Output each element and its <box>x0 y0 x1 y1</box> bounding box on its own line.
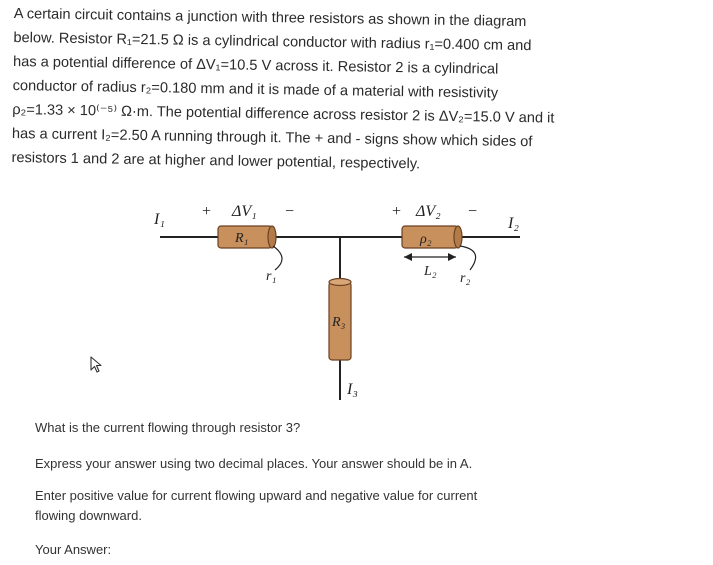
answer-instruction: Express your answer using two decimal places. Your answer should be in A. <box>35 456 473 471</box>
mouse-pointer-icon <box>90 356 104 374</box>
dv2-label: ΔV₂ <box>416 203 441 220</box>
sign-instruction-line-1: Enter positive value for current flowing upward and negative value for current <box>35 488 478 503</box>
problem-line: ρ₂=1.33 × 10⁽⁻⁵⁾ Ω·m. The potential difference across resistor 2 is ΔV₂=15.0 V and it <box>12 101 555 127</box>
circuit-diagram <box>140 190 540 405</box>
problem-statement <box>11 2 674 180</box>
sign-instruction-line-2: flowing downward. <box>35 508 142 523</box>
r2-radius-arrow <box>460 246 476 270</box>
l2-arrowhead-left <box>404 253 412 261</box>
problem-line: conductor of radius r₂=0.180 mm and it is made of a material with resistivity <box>12 77 499 102</box>
problem-line: A certain circuit contains a junction with three resistors as shown in the diagram <box>13 5 527 31</box>
r1-plus-sign: + <box>202 203 212 220</box>
r2-minus-sign: − <box>468 203 478 220</box>
r2-radius-label: r₂ <box>460 271 471 286</box>
question-text: What is the current flowing through resistor 3? <box>35 420 301 435</box>
l2-arrowhead-right <box>448 253 456 261</box>
r1-minus-sign: − <box>285 203 295 220</box>
i2-label: I₂ <box>508 215 519 232</box>
r1-label: R₁ <box>235 231 249 246</box>
r1-radius-label: r₁ <box>266 269 277 284</box>
problem-line: has a current I₂=2.50 A running through it. The + and - signs show which sides of <box>11 125 533 151</box>
your-answer-label: Your Answer: <box>35 542 112 557</box>
i1-label: I₁ <box>154 211 165 228</box>
problem-line: below. Resistor R₁=21.5 Ω is a cylindrical conductor with radius r₁=0.400 cm and <box>13 29 532 55</box>
r2-plus-sign: + <box>392 203 402 220</box>
r1-radius-arrow <box>273 246 282 270</box>
l2-label: L₂ <box>424 264 437 279</box>
problem-line: has a potential difference of ΔV₁=10.5 V across it. Resistor 2 is a cylindrical <box>12 53 499 78</box>
i3-label: I₃ <box>347 381 358 398</box>
resistor-r2 <box>402 226 462 248</box>
r2-label: ρ₂ <box>420 232 432 247</box>
r3-label: R₃ <box>332 315 346 330</box>
problem-line: resistors 1 and 2 are at higher and lower potential, respectively. <box>11 149 421 173</box>
dv1-label: ΔV₁ <box>232 203 257 220</box>
